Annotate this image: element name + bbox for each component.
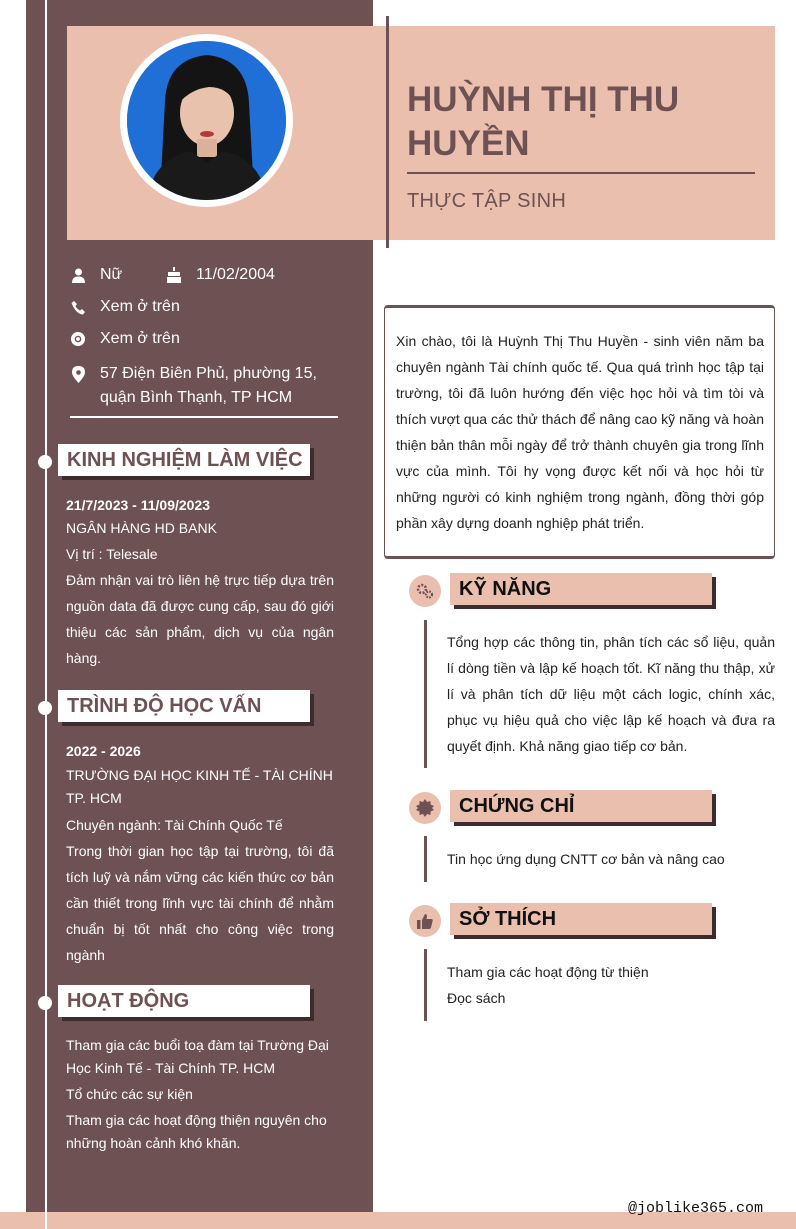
experience-title: KINH NGHIỆM LÀM VIỆC	[67, 448, 303, 471]
gender-value: Nữ	[100, 266, 123, 283]
birthday-value: 11/02/2004	[196, 266, 275, 283]
profile-photo-frame	[120, 34, 293, 207]
contact-divider	[70, 416, 338, 418]
activity-item: Tham gia các buổi toạ đàm tại Trường Đại Học Kinh Tế - Tài Chính TP. HCM	[66, 1037, 329, 1076]
education-description: Trong thời gian học tập tại trường, tôi đã tích luỹ và nắm vững các kiến thức cơ bản cần thiết trong lĩnh vực tài chính để nhằm chuẩn bị tốt nhất cho công việc trong ngành	[66, 843, 334, 963]
skills-title: KỸ NĂNG	[459, 577, 552, 600]
candidate-name: HUỲNH THỊ THU HUYỀN	[407, 80, 680, 163]
contact-email	[70, 330, 180, 348]
activity-item: Tham gia các hoạt động thiện nguyên cho những hoàn cảnh khó khăn.	[66, 1112, 327, 1151]
badge-icon	[409, 792, 441, 824]
about-text: Xin chào, tôi là Huỳnh Thị Thu Huyền - sinh viên năm ba chuyên ngành Tài chính quốc tế. Qua quá trình học tập tại trường, tôi đã luôn hướng đến việc học hỏi và tìm tòi và thích vượt qua các thử thách để nâng cao kỹ năng và hoàn thiện bản thân mỗi ngày để trở thành chuyên gia trong lĩnh vực của mình. Tôi hy vọng được kết nối và học hỏi từ những người có kinh nghiệm trong ngành, đồng thời góp phần xây dựng doanh nghiệp phát triển.	[396, 333, 764, 531]
name-underline	[407, 172, 755, 174]
header-divider	[386, 16, 389, 248]
activities-title: HOẠT ĐỘNG	[67, 989, 190, 1012]
hobby-item: Đọc sách	[447, 990, 506, 1006]
gears-icon	[409, 575, 441, 607]
experience-description: Đảm nhận vai trò liên hệ trực tiếp dựa trên nguồn data đã được cung cấp, sau đó giới thiệu các sản phẩm, dịch vụ của ngân hàng.	[66, 572, 334, 666]
user-icon	[70, 266, 86, 284]
footer-watermark: @joblike365.com	[628, 1200, 764, 1217]
timeline-dot	[38, 996, 52, 1010]
activities-section	[66, 1034, 334, 1155]
education-section	[66, 738, 334, 968]
education-school: TRƯỜNG ĐẠI HỌC KINH TẾ - TÀI CHÍNH TP. HCM	[66, 767, 333, 806]
experience-period: 21/7/2023 - 11/09/2023	[66, 497, 211, 513]
section-header-activities	[58, 985, 310, 1017]
section-header-education	[58, 690, 310, 722]
hobbies-title: SỞ THÍCH	[459, 907, 557, 930]
experience-section	[66, 492, 334, 671]
section-header-hobbies	[450, 903, 712, 935]
contact-phone	[70, 298, 180, 316]
thumbs-up-icon	[409, 905, 441, 937]
contact-birthday	[166, 266, 275, 284]
hobbies-bar	[424, 949, 427, 1021]
timeline-dot	[38, 701, 52, 715]
phone-icon	[70, 298, 86, 316]
education-title: TRÌNH ĐỘ HỌC VẤN	[67, 694, 262, 717]
section-header-experience	[58, 444, 310, 476]
skills-section	[447, 629, 775, 759]
experience-position: Vị trí : Telesale	[66, 546, 158, 562]
about-box	[384, 305, 775, 559]
hobby-item: Tham gia các hoạt động từ thiện	[447, 964, 649, 980]
skills-bar	[424, 620, 427, 768]
timeline-dot	[38, 455, 52, 469]
candidate-role: THỰC TẬP SINH	[407, 190, 567, 212]
cake-icon	[166, 266, 182, 284]
section-header-skills	[450, 573, 712, 605]
profile-photo	[127, 41, 286, 200]
certificate-item: Tin học ứng dụng CNTT cơ bản và nâng cao	[447, 851, 725, 867]
map-pin-icon	[70, 365, 86, 383]
contact-address	[70, 362, 330, 410]
timeline-line	[45, 0, 47, 1229]
experience-company: NGÂN HÀNG HD BANK	[66, 520, 217, 536]
email-value: Xem ở trên	[100, 330, 180, 347]
certificates-section	[447, 846, 775, 872]
certificates-title: CHỨNG CHỈ	[459, 794, 575, 817]
certificates-bar	[424, 836, 427, 882]
section-header-certificates	[450, 790, 712, 822]
education-major: Chuyên ngành: Tài Chính Quốc Tế	[66, 817, 283, 833]
contact-gender	[70, 266, 122, 284]
skills-text: Tổng hợp các thông tin, phân tích các sổ liệu, quản lí dòng tiền và lập kế hoạch tốt. Kĩ năng thu thập, xử lí và phân tích dữ liệu một cách logic, chính xác, phục vụ hiệu quả cho việc lập kế hoạch và đưa ra quyết định. Khả năng giao tiếp cơ bản.	[447, 634, 775, 754]
at-icon	[70, 330, 86, 348]
activity-item: Tổ chức các sự kiện	[66, 1086, 193, 1102]
address-value: 57 Điện Biên Phủ, phường 15, quận Bình Thạnh, TP HCM	[100, 365, 317, 406]
education-period: 2022 - 2026	[66, 743, 141, 759]
phone-value: Xem ở trên	[100, 298, 180, 315]
hobbies-section	[447, 959, 775, 1011]
